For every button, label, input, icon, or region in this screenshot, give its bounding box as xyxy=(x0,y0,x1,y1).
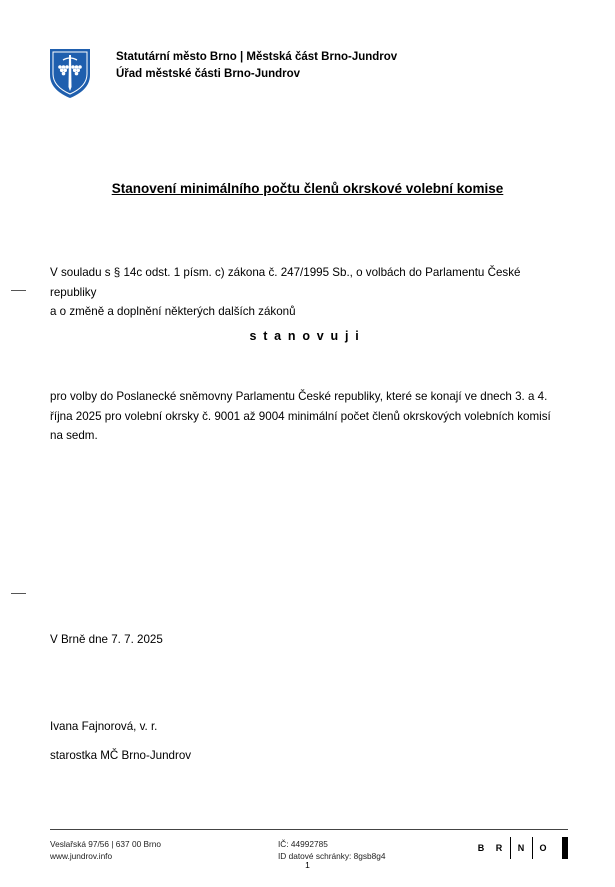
intro-line-2: a o změně a doplnění některých dalších zákonů xyxy=(50,305,296,318)
decision-word: stanovuji xyxy=(249,329,366,343)
intro-paragraph xyxy=(50,263,570,322)
body-line-1: pro volby do Poslanecké sněmovny Parlamentu České republiky, které se konají ve dnech 3. a 4. xyxy=(50,390,548,403)
brno-logo-letter: B xyxy=(477,843,485,853)
coat-of-arms-icon xyxy=(48,47,92,99)
place-date: V Brně dne 7. 7. 2025 xyxy=(50,633,163,646)
signatory-role: starostka MČ Brno-Jundrov xyxy=(50,749,192,762)
brno-logo xyxy=(474,837,568,859)
footer-data-box: ID datové schránky: 8gsb8g4 xyxy=(278,851,386,861)
brno-logo-letter: O xyxy=(539,843,547,853)
document-title: Stanovení minimálního počtu členů okrskové volební komise xyxy=(111,181,504,196)
brno-logo-letter: R xyxy=(495,843,503,853)
brno-logo-block xyxy=(562,837,568,859)
fold-mark-bottom xyxy=(11,593,26,594)
body-paragraph xyxy=(50,387,570,446)
brno-logo-bar xyxy=(532,837,533,859)
header-line-1: Statutární město Brno | Městská část Brno-Jundrov xyxy=(116,51,398,63)
footer-web: www.jundrov.info xyxy=(50,851,113,861)
footer-address: Veslařská 97/56 | 637 00 Brno xyxy=(50,839,162,849)
brno-logo-letter: N xyxy=(517,843,525,853)
signatory-name: Ivana Fajnorová, v. r. xyxy=(50,720,158,733)
fold-mark-top xyxy=(11,290,26,291)
intro-line-1: V souladu s § 14c odst. 1 písm. c) zákona č. 247/1995 Sb., o volbách do Parlamentu České republiky xyxy=(50,266,521,299)
body-line-2: října 2025 pro volební okrsky č. 9001 až 9004 minimální počet členů okrskových volebních komisí xyxy=(50,409,551,423)
page-number: 1 xyxy=(305,860,310,870)
footer-divider xyxy=(50,829,568,830)
header-line-2: Úřad městské části Brno-Jundrov xyxy=(116,68,301,80)
brno-logo-bar xyxy=(510,837,511,859)
footer-ic: IČ: 44992785 xyxy=(278,839,328,849)
body-line-3: na sedm. xyxy=(50,429,98,442)
